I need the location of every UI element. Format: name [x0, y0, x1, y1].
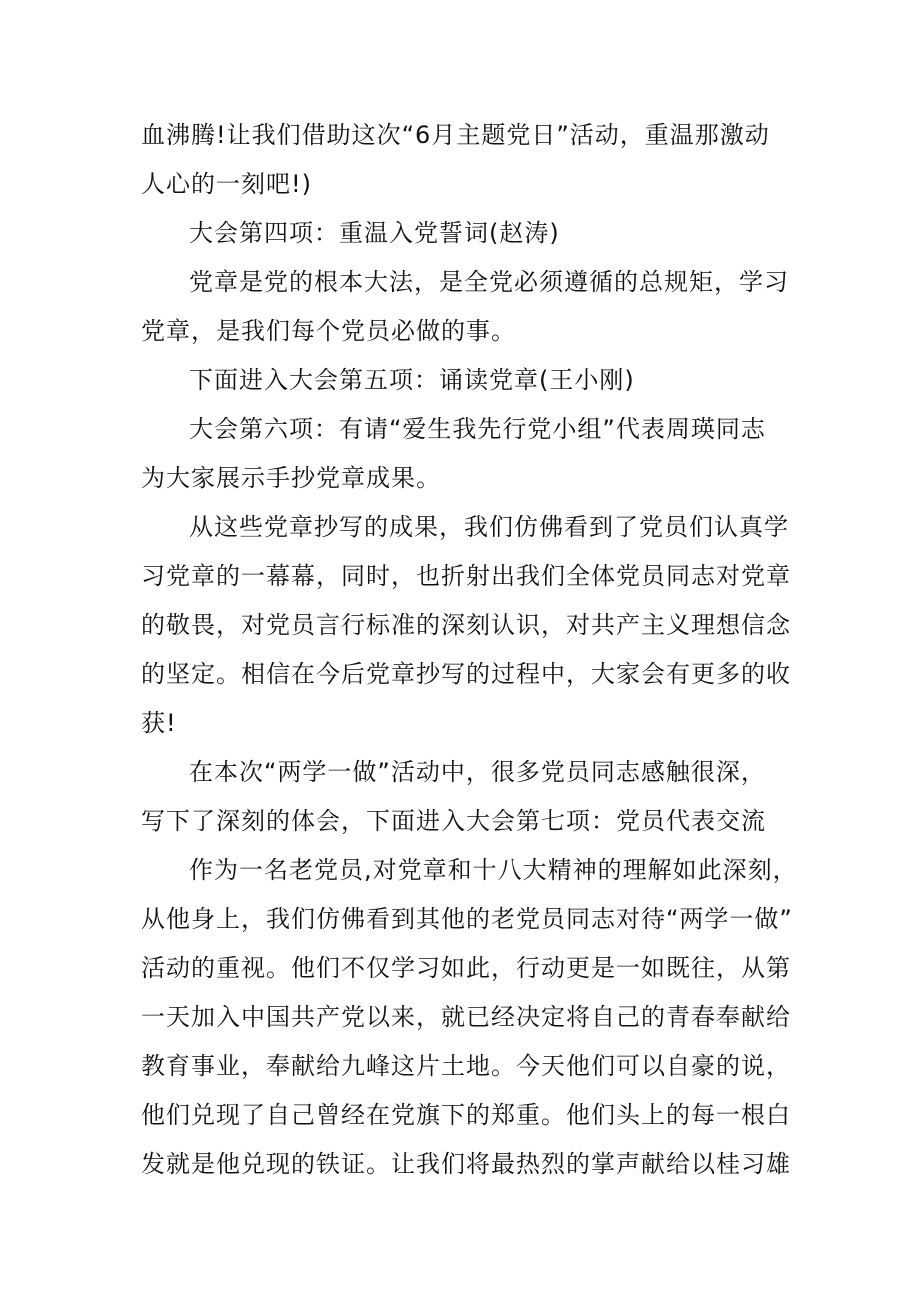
text-line: 写下了深刻的体会，下面进入大会第七项：党员代表交流 — [141, 807, 766, 835]
text-line: 的敬畏，对党员言行标准的深刻认识，对共产主义理想信念 — [141, 611, 791, 639]
text-line: 一天加入中国共产党以来，就已经决定将自己的青春奉献给 — [141, 1003, 791, 1031]
text-line: 教育事业，奉献给九峰这片土地。今天他们可以自豪的说， — [141, 1052, 791, 1080]
text-line: 从这些党章抄写的成果，我们仿佛看到了党员们认真学 — [189, 513, 789, 541]
text-line: 党章，是我们每个党员必做的事。 — [141, 317, 516, 345]
text-line: 发就是他兑现的铁证。让我们将最热烈的掌声献给以桂习雄 — [141, 1150, 791, 1178]
section-heading: 下面进入大会第五项：诵读党章(王小刚) — [189, 366, 635, 394]
text-line: 大会第六项：有请“爱生我先行党小组”代表周瑛同志 — [189, 415, 766, 443]
section-heading: 大会第四项：重温入党誓词(赵涛) — [189, 219, 560, 247]
text-line: 习党章的一幕幕，同时，也折射出我们全体党员同志对党章 — [141, 562, 791, 590]
text-line: 为大家展示手抄党章成果。 — [141, 464, 441, 492]
text-line: 的坚定。相信在今后党章抄写的过程中，大家会有更多的收 — [141, 660, 791, 688]
text-line: 活动的重视。他们不仅学习如此，行动更是一如既往，从第 — [141, 954, 791, 982]
text-line: 他们兑现了自己曾经在党旗下的郑重。他们头上的每一根白 — [141, 1101, 791, 1129]
text-line: 人心的一刻吧!) — [141, 170, 312, 198]
text-line: 作为一名老党员,对党章和十八大精神的理解如此深刻， — [189, 856, 798, 884]
text-line: 血沸腾!让我们借助这次“6月主题党日”活动，重温那激动 — [141, 121, 770, 149]
text-line: 在本次“两学一做”活动中，很多党员同志感触很深， — [189, 758, 766, 786]
text-line: 获! — [141, 709, 177, 737]
text-line: 从他身上，我们仿佛看到其他的老党员同志对待“两学一做” — [141, 905, 793, 933]
text-line: 党章是党的根本大法，是全党必须遵循的总规矩，学习 — [189, 268, 789, 296]
